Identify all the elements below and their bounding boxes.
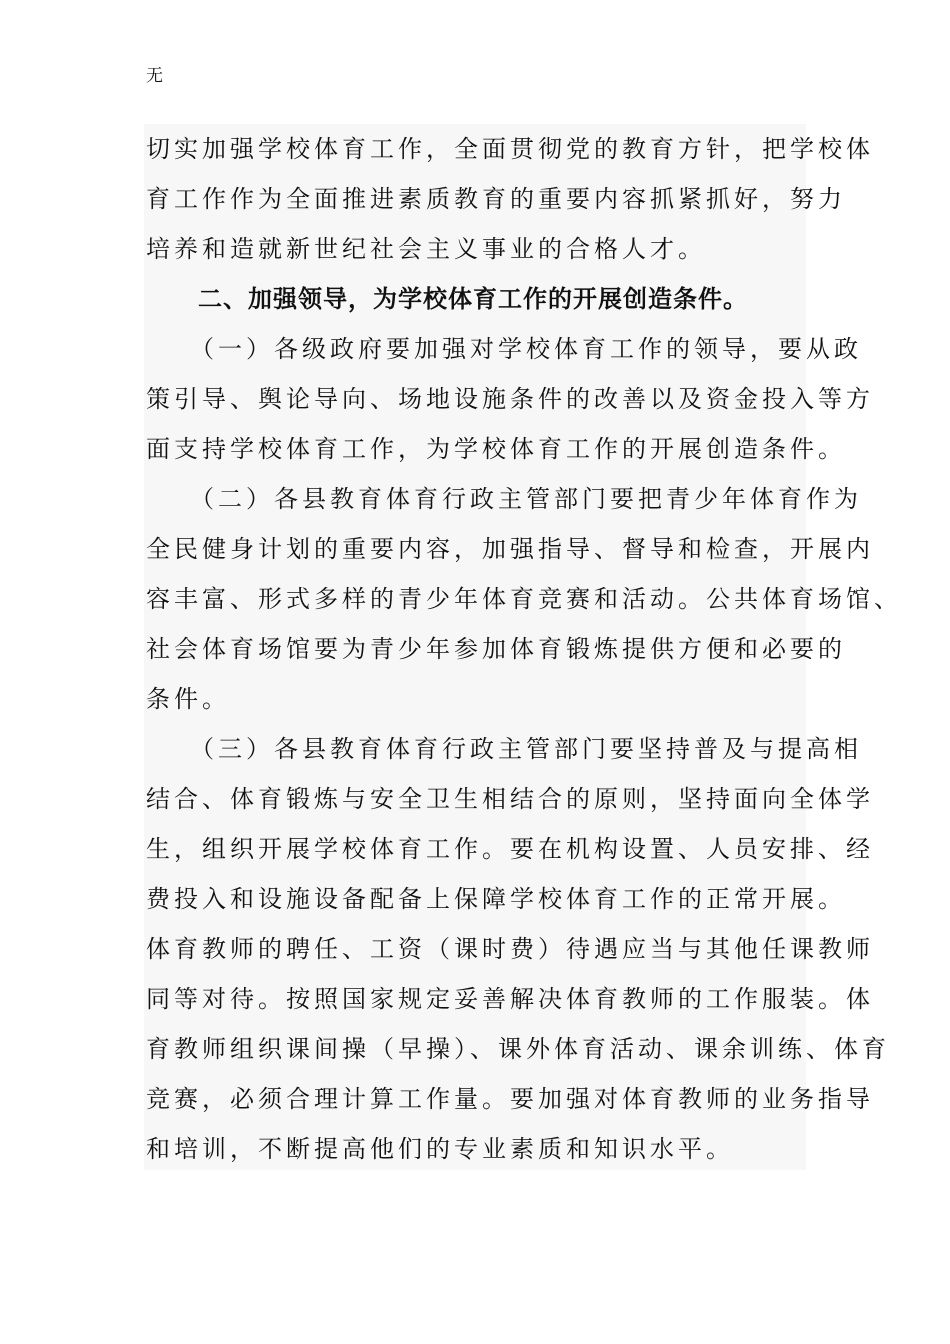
- paragraph-line: （二）各县教育体育行政主管部门要把青少年体育作为: [190, 485, 862, 513]
- paragraph-line: 体育教师的聘任、工资（课时费）待遇应当与其他任课教师: [146, 935, 874, 963]
- paragraph-line: 面支持学校体育工作，为学校体育工作的开展创造条件。: [146, 435, 846, 463]
- paragraph-line: 竞赛，必须合理计算工作量。要加强对体育教师的业务指导: [146, 1085, 874, 1113]
- paragraph-line: 结合、体育锻炼与安全卫生相结合的原则，坚持面向全体学: [146, 785, 874, 813]
- paragraph-line: 切实加强学校体育工作，全面贯彻党的教育方针，把学校体: [146, 135, 874, 163]
- paragraph-line: 培养和造就新世纪社会主义事业的合格人才。: [146, 235, 706, 263]
- paragraph-line: 和培训，不断提高他们的专业素质和知识水平。: [146, 1135, 734, 1163]
- paragraph-line: 条件。: [146, 685, 230, 713]
- document-body: [144, 124, 902, 1170]
- paragraph-line: 同等对待。按照国家规定妥善解决体育教师的工作服装。体: [146, 985, 874, 1013]
- paragraph-line: （一）各级政府要加强对学校体育工作的领导，要从政: [190, 335, 862, 363]
- paragraph-line: 容丰富、形式多样的青少年体育竞赛和活动。公共体育场馆、: [146, 585, 902, 613]
- paragraph-line: 策引导、舆论导向、场地设施条件的改善以及资金投入等方: [146, 385, 874, 413]
- paragraph-line: 费投入和设施设备配备上保障学校体育工作的正常开展。: [146, 885, 846, 913]
- paragraph-line: 全民健身计划的重要内容，加强指导、督导和检查，开展内: [146, 535, 874, 563]
- section-heading: 二、加强领导，为学校体育工作的开展创造条件。: [198, 285, 748, 313]
- paragraph-line: 社会体育场馆要为青少年参加体育锻炼提供方便和必要的: [146, 635, 846, 663]
- paragraph-line: （三）各县教育体育行政主管部门要坚持普及与提高相: [190, 735, 862, 763]
- paragraph-line: 育工作作为全面推进素质教育的重要内容抓紧抓好，努力: [146, 185, 846, 213]
- paragraph-line: 生，组织开展学校体育工作。要在机构设置、人员安排、经: [146, 835, 874, 863]
- paragraph-line: 育教师组织课间操（早操）、课外体育活动、课余训练、体育: [146, 1035, 890, 1063]
- page-header: 无: [146, 66, 163, 86]
